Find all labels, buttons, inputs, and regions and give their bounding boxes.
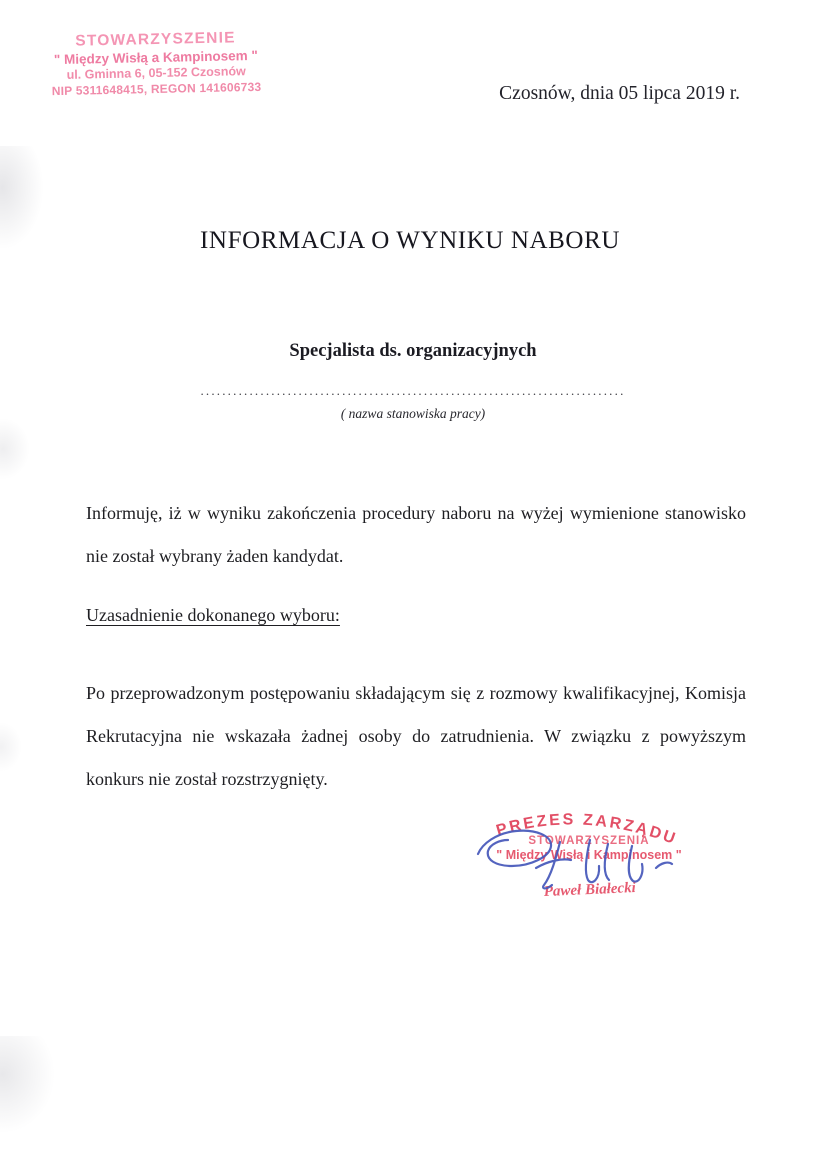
justification-heading: Uzasadnienie dokonanego wyboru: — [86, 605, 340, 625]
stamp-org-subname: " Między Wisłą a Kampinosem " — [53, 47, 258, 68]
signature-area — [472, 802, 702, 910]
president-stamp-and-signature — [472, 802, 702, 910]
paragraph-result: Informuję, iż w wyniku zakończenia procedury naboru na wyżej wymienione stanowisko nie został wybrany żaden kandydat. — [86, 503, 746, 566]
stamp-org-subline: " Między Wisłą i Kampinosem " — [496, 848, 682, 862]
stamp-nip-regon: NIP 5311648415, REGON 141606733 — [51, 79, 262, 98]
date-line: Czosnów, dnia 05 lipca 2019 r. — [499, 83, 740, 104]
position-caption: ( nazwa stanowiska pracy) — [340, 406, 486, 421]
dotted-fill-line: .............................................................................. — [200, 383, 626, 398]
position-block — [0, 341, 826, 422]
position-name: Specjalista ds. organizacyjnych — [289, 341, 537, 361]
scan-artifact — [0, 722, 22, 772]
stamp-address: ul. Gminna 6, 05-152 Czosnów — [66, 64, 246, 83]
scan-artifact — [0, 418, 30, 480]
scan-artifact — [0, 1036, 54, 1132]
document-title: INFORMACJA O WYNIKU NABORU — [199, 227, 621, 254]
stamp-title-text: PREZES ZARZĄDU — [494, 811, 680, 849]
stamp-org-name: STOWARZYSZENIE — [75, 29, 236, 50]
signer-name: Paweł Białecki — [543, 880, 637, 901]
organization-stamp — [37, 29, 274, 99]
paragraph-justification: Po przeprowadzonym postępowaniu składającym się z rozmowy kwalifikacyjnej, Komisja Rekrutacyjna nie wskazała żadnej osoby do zatrudnienia. W związku z powyższym konkurs nie został rozstrzygnięty. — [86, 683, 746, 789]
stamp-org-line: STOWARZYSZENIA — [528, 835, 650, 847]
